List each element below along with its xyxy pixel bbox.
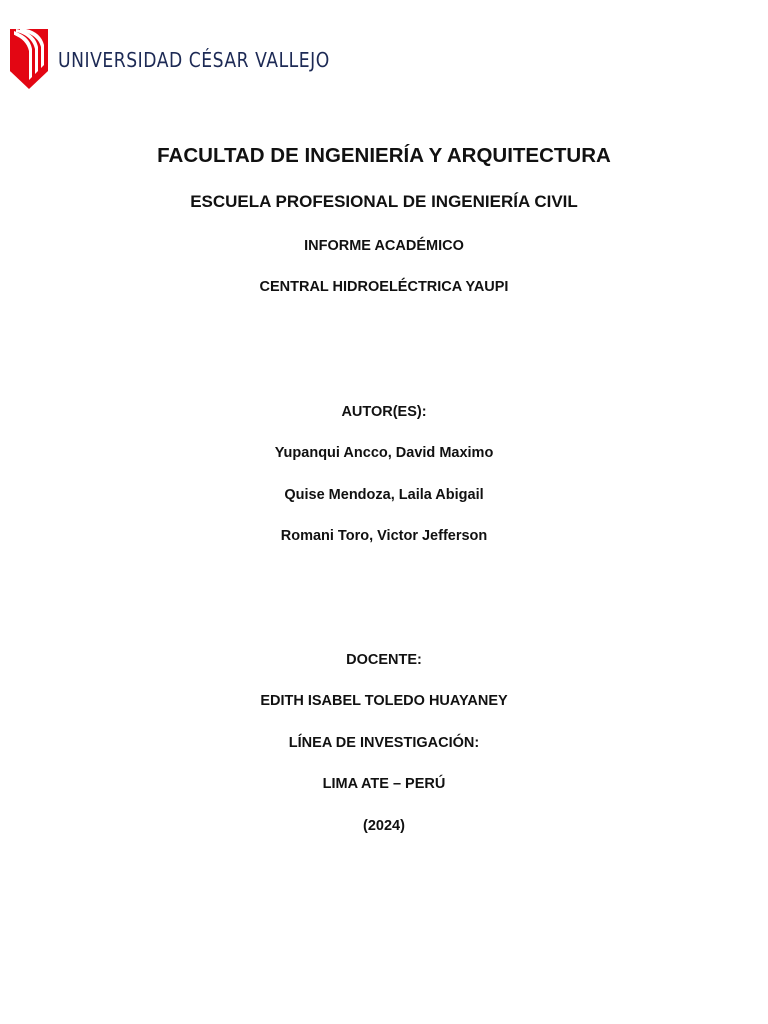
research-line-label: LÍNEA DE INVESTIGACIÓN: xyxy=(288,735,480,751)
author-name: Romani Toro, Victor Jefferson xyxy=(280,528,488,544)
faculty-title: FACULTAD DE INGENIERÍA Y ARQUITECTURA xyxy=(157,144,611,167)
authors-label: AUTOR(ES): xyxy=(341,404,427,420)
university-name: UNIVERSIDAD CÉSAR VALLEJO xyxy=(58,48,330,72)
location: LIMA ATE – PERÚ xyxy=(322,776,446,792)
school-title: ESCUELA PROFESIONAL DE INGENIERÍA CIVIL xyxy=(190,192,578,211)
author-name: Yupanqui Ancco, David Maximo xyxy=(274,445,494,461)
document-type: INFORME ACADÉMICO xyxy=(304,238,464,254)
university-shield-icon xyxy=(8,25,50,91)
document-title: CENTRAL HIDROELÉCTRICA YAUPI xyxy=(259,279,509,295)
author-name: Quise Mendoza, Laila Abigail xyxy=(284,487,484,503)
year: (2024) xyxy=(363,818,405,834)
university-logo xyxy=(8,25,374,91)
advisor-name: EDITH ISABEL TOLEDO HUAYANEY xyxy=(260,693,508,709)
advisor-label: DOCENTE: xyxy=(346,652,422,668)
